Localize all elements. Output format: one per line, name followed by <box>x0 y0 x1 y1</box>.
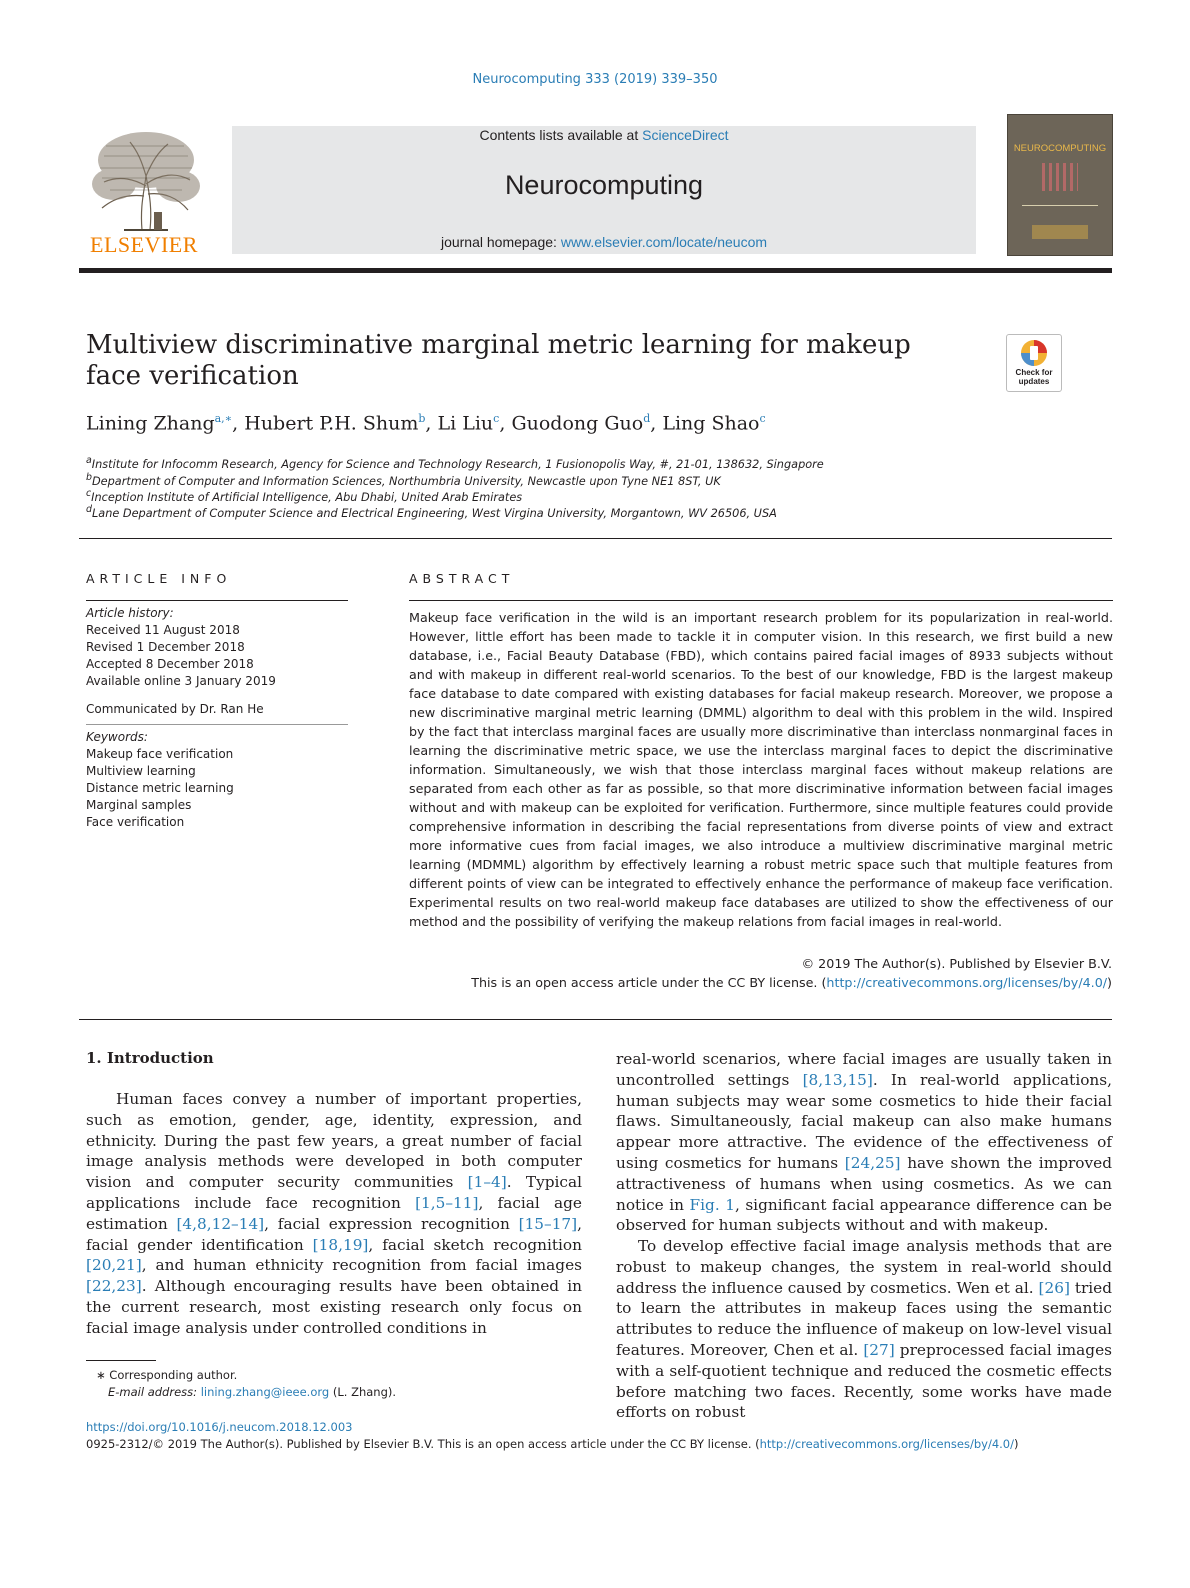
citation-link[interactable]: [15–17] <box>518 1214 578 1233</box>
citation-link[interactable]: [27] <box>863 1340 895 1359</box>
affiliation-text: Department of Computer and Information Sciences, Northumbria University, Newcastle upon Tyne NE1 8ST, UK <box>91 474 721 488</box>
keyword-item: Multiview learning <box>86 764 196 778</box>
author-name: Li Liu <box>437 412 494 435</box>
body-text: preprocessed facial images with a self-quotient technique and reduced the cosmetic effects before matching two faces. Recently, some works have made efforts on robust <box>616 1340 1112 1422</box>
issn-text: 0925-2312/© 2019 The Author(s). Published by Elsevier B.V. This is an open access article under the CC BY license. ( <box>86 1437 760 1451</box>
intro-paragraph-left <box>86 1089 582 1339</box>
abstract-text: Makeup face verification in the wild is an important research problem for its popularization in real-world. However, little effort has been made to tackle it in computer vision. In this research, we first build a new database, i.e., Facial Beauty Database (FBD), which contains paired facial images of 8933 subjects without and with makeup in different real-world scenarios. To the best of our knowledge, FBD is the largest makeup face database to date compared with existing databases for facial makeup research. Moreover, we propose a new discriminative marginal metric learning (DMML) algorithm to deal with this problem in the wild. Inspired by the fact that interclass marginal faces are usually more discriminative than interclass nonmarginal faces in learning the discriminative metric space, we use the interclass marginal faces to depict the discriminative information. Simultaneously, we wish that those interclass marginal faces without makeup relations are separated from each other as far as possible, so that more discriminative information between facial images without and with makeup can be exploited for verification. Furthermore, since multiple features could provide comprehensive information in describing the facial representations from diverse points of view and extract more informative cues from facial images, we also introduce a multiview discriminative marginal metric learning (MDMML) algorithm by effectively learning a robust metric space such that multiple features from different points of view can be integrated to effectively enhance the performance of makeup face verification. Experimental results on two real-world makeup face databases are utilized to show the effectiveness of our method and the possibility of verifying the makeup relations from facial images in real-world. <box>409 610 1113 929</box>
footnote-rule <box>86 1360 156 1361</box>
email-suffix: (L. Zhang). <box>329 1385 397 1399</box>
body-text: , significant facial appearance difference can be observed for human subjects without and with makeup. <box>616 1195 1112 1235</box>
elsevier-wordmark: ELSEVIER <box>90 232 198 257</box>
affiliation-text: Institute for Infocomm Research, Agency for Science and Technology Research, 1 Fusionopolis Way, #, 21-01, 138632, Singapore <box>91 457 824 471</box>
history-received: Received 11 August 2018 <box>86 623 240 637</box>
sciencedirect-link[interactable]: ScienceDirect <box>642 127 729 143</box>
affiliation-mark: b <box>86 472 92 483</box>
abstract-license <box>471 975 1112 990</box>
body-text: Human faces convey a number of important properties, such as emotion, gender, age, identity, expression, and ethnicity. During the past few years, a great number of facial image analysis methods were developed in both computer vision and computer security communities <box>86 1090 582 1192</box>
cover-pattern <box>1042 163 1078 191</box>
affiliation-d <box>86 502 777 522</box>
author-name: Lining Zhang <box>86 412 215 435</box>
body-text: have shown the improved attractiveness of humans when using cosmetics. As we can notice in <box>616 1153 1112 1214</box>
affiliation-rule <box>79 538 1112 539</box>
body-text: , facial expression recognition <box>264 1214 519 1233</box>
license-prefix: This is an open access article under the CC BY license. ( <box>471 975 827 990</box>
affiliation-mark: d <box>86 504 92 515</box>
keyword-item: Marginal samples <box>86 798 192 812</box>
history-label: Article history: <box>86 606 174 620</box>
citation-link[interactable]: [1–4] <box>467 1173 507 1192</box>
body-text: . Although encouraging results have been obtained in the current research, most existing research only focus on facial image analysis under controlled conditions in <box>86 1277 582 1337</box>
journal-cover-image <box>1007 114 1113 256</box>
issn-line <box>86 1437 1018 1451</box>
communicated-by: Communicated by Dr. Ran He <box>86 702 264 716</box>
author-name: Hubert P.H. Shum <box>244 412 419 435</box>
author-name: Ling Shao <box>662 412 760 435</box>
affiliation-text: Lane Department of Computer Science and Electrical Engineering, West Virgina University, Morgantown, WV 26506, USA <box>91 506 777 520</box>
history-online: Available online 3 January 2019 <box>86 674 276 688</box>
author-separator: , <box>650 412 663 435</box>
keyword-item: Distance metric learning <box>86 781 234 795</box>
body-text: . In real-world applications, human subjects may wear some cosmetics to hide their facial flaws. Simultaneously, facial makeup can also make humans appear more attractive. The evidence of the effectiveness of using cosmetics for humans <box>616 1070 1112 1172</box>
author-affiliation-mark[interactable]: d <box>643 412 651 425</box>
citation-link[interactable]: [22,23] <box>86 1277 142 1296</box>
author-separator: , <box>425 412 438 435</box>
author-separator: , <box>232 412 245 435</box>
footnote-corresponding <box>96 1368 237 1382</box>
email-label: E-mail address: <box>108 1385 201 1399</box>
author-affiliation-mark[interactable]: b <box>418 412 426 425</box>
keywords-label: Keywords: <box>86 730 148 744</box>
author-name: Guodong Guo <box>511 412 644 435</box>
citation-link[interactable]: [20,21] <box>86 1256 142 1275</box>
contents-prefix: Contents lists available at <box>479 127 643 143</box>
check-for-updates-badge[interactable] <box>1006 334 1062 392</box>
footnote-email <box>108 1385 396 1399</box>
contents-line <box>232 127 976 143</box>
body-text: , facial gender identification <box>86 1214 582 1254</box>
citation-link[interactable]: [8,13,15] <box>802 1070 873 1089</box>
footnote-mark: ∗ <box>96 1368 106 1382</box>
citation-link[interactable]: [24,25] <box>844 1153 901 1172</box>
body-text: tried to learn the attributes in makeup faces using the semantic attributes to reduce the influence of makeup on low-level visual features. Moreover, Chen et al. <box>616 1278 1113 1359</box>
intro-paragraph-right-2 <box>616 1236 1112 1423</box>
article-info-heading: ARTICLE INFO <box>86 571 232 586</box>
license-link[interactable]: http://creativecommons.org/licenses/by/4.0/ <box>826 975 1108 990</box>
body-text: real-world scenarios, where facial images are usually taken in uncontrolled settings <box>616 1050 1112 1089</box>
author-separator: , <box>499 412 512 435</box>
abstract-rule <box>409 600 1113 601</box>
body-text: . Typical applications include face recognition <box>86 1173 582 1212</box>
author-affiliation-mark[interactable]: c <box>493 412 500 425</box>
author-affiliation-mark[interactable]: a,∗ <box>214 412 233 425</box>
license-suffix: ) <box>1107 975 1112 990</box>
abstract-heading: ABSTRACT <box>409 571 515 586</box>
article-info-rule <box>86 600 348 601</box>
homepage-prefix: journal homepage: <box>440 234 561 250</box>
body-text: To develop effective facial image analysis methods that are robust to makeup changes, the system in real-world should address the influence caused by cosmetics. Wen et al. <box>616 1237 1112 1297</box>
journal-name: Neurocomputing <box>504 170 704 200</box>
affiliation-mark: a <box>86 455 92 466</box>
abstract-end-rule <box>79 1019 1112 1020</box>
email-link[interactable]: lining.zhang@ieee.org <box>200 1385 330 1399</box>
issn-license-link[interactable]: http://creativecommons.org/licenses/by/4.0/ <box>759 1437 1014 1451</box>
history-revised: Revised 1 December 2018 <box>86 640 245 654</box>
cover-footer-block <box>1032 225 1088 239</box>
cover-line <box>1022 205 1098 206</box>
doi-link[interactable]: https://doi.org/10.1016/j.neucom.2018.12.003 <box>86 1420 353 1434</box>
author-affiliation-mark[interactable]: c <box>759 412 766 425</box>
cover-title: NEUROCOMPUTING <box>1013 143 1107 154</box>
citation-link[interactable]: [26] <box>1038 1278 1070 1297</box>
article-title: Multiview discriminative marginal metric learning for makeup face verification <box>86 330 911 391</box>
keywords-rule <box>86 724 348 725</box>
keyword-item: Makeup face verification <box>86 747 234 761</box>
abstract-copyright: © 2019 The Author(s). Published by Elsevier B.V. <box>801 956 1112 971</box>
affiliation-mark: c <box>86 488 92 499</box>
citation-link[interactable]: Fig. 1 <box>689 1195 735 1214</box>
body-text: , facial age estimation <box>86 1193 582 1233</box>
badge-line-1: Check for <box>1015 368 1053 377</box>
footnote-text: Corresponding author. <box>109 1368 238 1382</box>
homepage-link[interactable]: www.elsevier.com/locate/neucom <box>560 234 768 250</box>
section-heading-introduction: 1. Introduction <box>86 1049 214 1067</box>
header-rule <box>79 268 1112 273</box>
body-text: , and human ethnicity recognition from facial images <box>141 1256 582 1275</box>
intro-paragraph-right-1 <box>616 1049 1112 1236</box>
body-text: , facial sketch recognition <box>368 1235 582 1254</box>
keyword-item: Face verification <box>86 815 185 829</box>
citation-link[interactable]: [4,8,12–14] <box>176 1214 265 1233</box>
journal-citation[interactable]: Neurocomputing 333 (2019) 339–350 <box>472 72 718 87</box>
crossmark-icon <box>1019 338 1049 368</box>
affiliation-text: Inception Institute of Artificial Intelligence, Abu Dhabi, United Arab Emirates <box>91 490 523 504</box>
issn-suffix: ) <box>1013 1437 1019 1451</box>
badge-line-2: updates <box>1018 377 1050 386</box>
homepage-line <box>232 234 976 250</box>
history-accepted: Accepted 8 December 2018 <box>86 657 254 671</box>
author-list <box>86 412 766 434</box>
citation-link[interactable]: [18,19] <box>312 1235 369 1254</box>
citation-link[interactable]: [1,5–11] <box>415 1193 479 1212</box>
